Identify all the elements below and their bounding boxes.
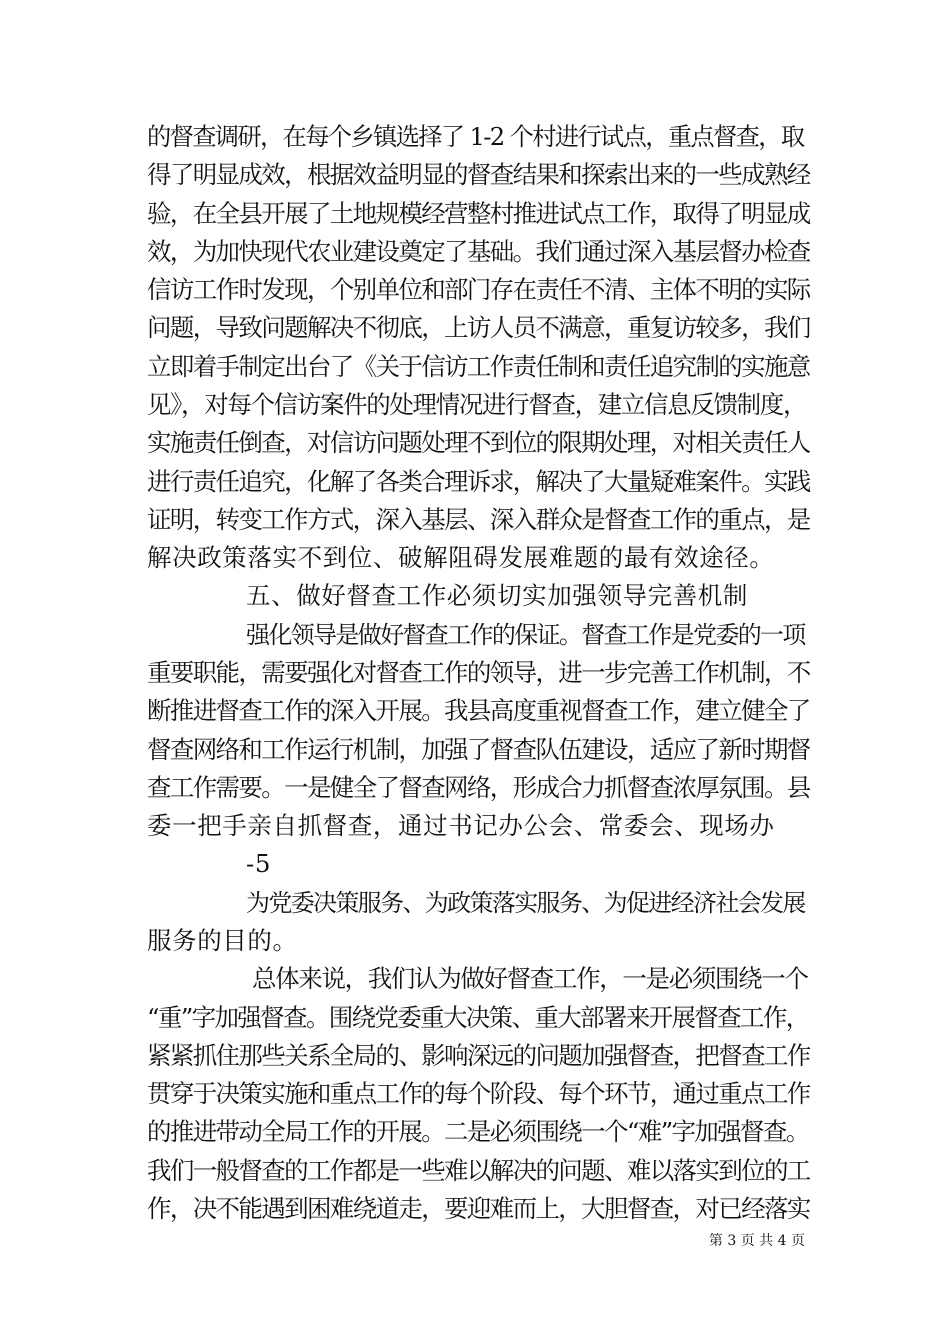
body-text-line: 贯穿于决策实施和重点工作的每个阶段、每个环节，通过重点工作: [147, 1079, 810, 1108]
section-heading: 五、做好督查工作必须切实加强领导完善机制: [246, 581, 748, 610]
body-text-line: 委一把手亲自抓督查，通过书记办公会、常委会、现场办: [147, 811, 775, 840]
body-text-line: 的督查调研，在每个乡镇选择了 1-2 个村进行试点，重点督查，取: [147, 122, 804, 151]
body-text-line: 断推进督查工作的深入开展。我县高度重视督查工作，建立健全了: [147, 696, 810, 725]
body-text-line: 得了明显成效，根据效益明显的督查结果和探索出来的一些成熟经: [147, 160, 810, 189]
body-text-line: 验，在全县开展了土地规模经营整村推进试点工作，取得了明显成: [147, 199, 810, 228]
body-text-line: 见》，对每个信访案件的处理情况进行督查，建立信息反馈制度，: [147, 390, 807, 419]
body-text-line: 紧紧抓住那些关系全局的、影响深远的问题加强督查，把督查工作: [147, 1041, 810, 1070]
body-text-line: 解决政策落实不到位、破解阻碍发展难题的最有效途径。: [147, 543, 775, 572]
body-text-line: 为党委决策服务、为政策落实服务、为促进经济社会发展: [246, 889, 805, 917]
body-text-line: 查工作需要。一是健全了督查网络，形成合力抓督查浓厚氛围。县: [147, 773, 810, 802]
body-text-line: 重要职能，需要强化对督查工作的领导，进一步完善工作机制，不: [147, 658, 810, 687]
body-text-line: 效，为加快现代农业建设奠定了基础。我们通过深入基层督办检查: [147, 237, 810, 266]
body-text-line: 实施责任倒查，对信访问题处理不到位的限期处理，对相关责任人: [147, 428, 810, 457]
body-text-line: 我们一般督查的工作都是一些难以解决的问题、难以落实到位的工: [147, 1156, 810, 1185]
body-text-line: 立即着手制定出台了《关于信访工作责任制和责任追究制的实施意: [147, 352, 810, 381]
body-text-line: 进行责任追究，化解了各类合理诉求，解决了大量疑难案件。实践: [147, 467, 810, 496]
body-text-line: 的推进带动全局工作的开展。二是必须围绕一个“难”字加强督查。: [147, 1117, 809, 1146]
page-number-footer: 第 3 页 共 4 页: [708, 1233, 805, 1249]
body-text-line: 证明，转变工作方式，深入基层、深入群众是督查工作的重点，是: [147, 505, 810, 534]
body-text-line: 督查网络和工作运行机制，加强了督查队伍建设，适应了新时期督: [147, 735, 810, 764]
body-text-line: 问题，导致问题解决不彻底，上访人员不满意，重复访较多，我们: [147, 313, 810, 342]
body-text-line: 服务的目的。: [147, 926, 298, 955]
body-text-line: 信访工作时发现，个别单位和部门存在责任不清、主体不明的实际: [147, 275, 810, 304]
body-text-line: 作，决不能遇到困难绕道走，要迎难而上，大胆督查，对已经落实: [147, 1194, 810, 1223]
body-text-line: 总体来说，我们认为做好督查工作，一是必须围绕一个: [252, 964, 808, 993]
body-text-line: “重”字加强督查。围绕党委重大决策、重大部署来开展督查工作，: [147, 1003, 809, 1032]
body-text-line: 强化领导是做好督查工作的保证。督查工作是党委的一项: [246, 621, 805, 649]
inline-page-marker: -5: [246, 849, 272, 878]
